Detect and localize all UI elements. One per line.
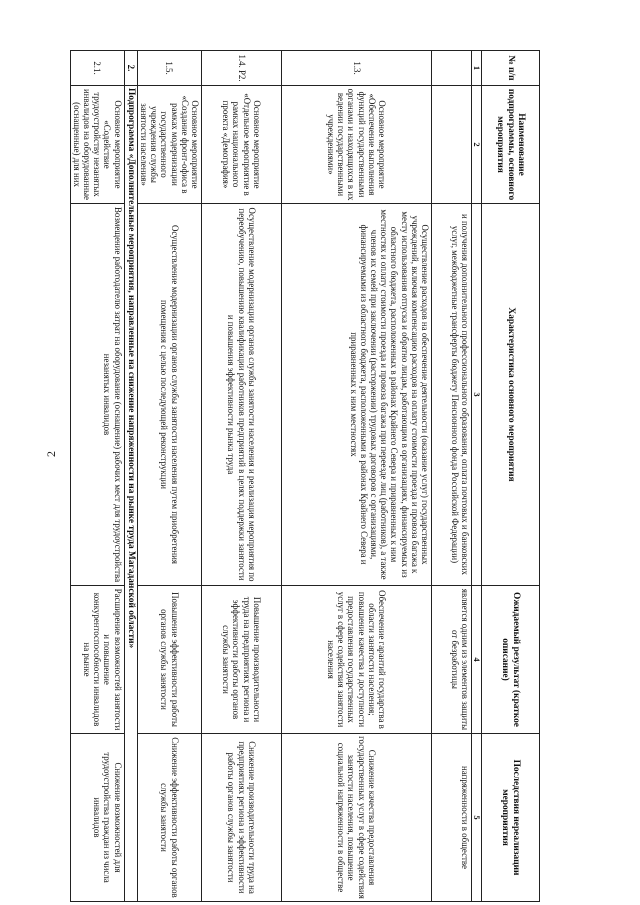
row-result: Повышение эффективности работы органов службы занятости: [137, 586, 201, 734]
row-characteristic: и получения дополнительного профессионального образования, оплата почтовых и банковских услуг, межбюджетные трансферты бюджету Пенсионного фонда Российской Федерации): [432, 204, 472, 586]
row-result: Повышение производительности труда на предприятиях региона и эффективности работы органов службы занятости: [202, 586, 282, 734]
column-number-row: [472, 51, 482, 902]
row-consequences: напряженности в обществе: [432, 734, 472, 902]
row-name: Основное мероприятие «Содействие трудоустройству незанятых инвалидов на оборудованные (оснащенные) для них: [70, 86, 124, 204]
section-row-2: [124, 51, 137, 902]
row-characteristic: Осуществление модернизации органов службы занятости населения путем приобретения помещения с целью последующей реконструкции: [137, 204, 201, 586]
table-row-1-5: [137, 51, 201, 902]
column-number: 4: [472, 586, 482, 734]
row-number: [432, 51, 472, 86]
table-row-1-3: [282, 51, 432, 902]
row-name: [432, 86, 472, 204]
row-name: Основное мероприятие «Отдельное мероприятие в рамках национального проекта «Демография»: [202, 86, 282, 204]
row-characteristic: Возмещение работодателю затрат на оборудование (оснащение) рабочих мест для трудоустройства незанятых инвалидов: [70, 204, 124, 586]
row-number: 1.4. Р2.: [202, 51, 282, 86]
row-number: 2.1.: [70, 51, 124, 86]
table-header-row: [482, 51, 540, 902]
row-name: Основное мероприятие «Обеспечение выполнения функций государственными органами и находящихся в их ведении государственными учреждениями»: [282, 86, 432, 204]
column-number: 1: [472, 51, 482, 86]
measures-table: [70, 50, 540, 902]
header-result: Ожидаемый результат (краткое описание): [482, 586, 540, 734]
section-number: 2.: [124, 51, 137, 86]
table-row-2-1: [70, 51, 124, 902]
row-result: Расширение возможностей занятости и повышение конкурентоспособности инвалидов на рынке: [70, 586, 124, 734]
rotated-table-page: [71, 50, 540, 901]
section-title: Подпрограмма «Дополнительные мероприятия, направленные на снижение напряженности на рынке труда Магаданской области»: [124, 86, 137, 902]
row-result: является одним из элементов защиты от безработицы: [432, 586, 472, 734]
row-characteristic: Осуществление расходов на обеспечение деятельности (оказание услуг) государственных учреждений, включая компенсацию расходов на оплату стоимости проезда и провоза багажа к месту использования отпуска и обратно лицам, работающим в организациях, финансируемых из областного бюджета, расположенных в районах Крайнего Севера и приравненных к ним местностях и оплату стоимости проезда и провоза багажа при переезде лиц (работников), а также членов их семей при заключении (расторжении) трудовых договоров с организациями, финансируемыми из областного бюджета, расположенными в районах Крайнего Севера и приравненных к ним местностях: [282, 204, 432, 586]
column-number: 3: [472, 204, 482, 586]
row-characteristic: Осуществление модернизации органов службы занятости населения и реализация мероприятия по переобучению, повышению квалификации работников предприятий в целях поддержки занятости и повышения эффективности рынка труда: [202, 204, 282, 586]
page-number: 2: [44, 451, 58, 457]
row-consequences: Снижение возможностей для трудоустройства граждан из числа инвалидов: [70, 734, 124, 902]
row-number: 1.5.: [137, 51, 201, 86]
row-result: Обеспечение гарантий государства в области занятости населения; повышение качества и доступности предоставления государственных услуг в сфере содействия занятости населения: [282, 586, 432, 734]
header-num: № п/п: [482, 51, 540, 86]
row-number: 1.3.: [282, 51, 432, 86]
row-consequences: Снижение качества предоставления государственных услуг в сфере содействия занятости населения, повышение социальной напряженности в обществе: [282, 734, 432, 902]
table-row-1-4: [202, 51, 282, 902]
header-characteristic: Характеристика основного мероприятия: [482, 204, 540, 586]
row-consequences: Снижение производительности труда на предприятиях региона и эффективности работы органов службы занятости: [202, 734, 282, 902]
column-number: 5: [472, 734, 482, 902]
header-consequences: Последствия нереализации мероприятия: [482, 734, 540, 902]
row-consequences: Снижение эффективности работы органов службы занятости: [137, 734, 201, 902]
table-row-continued: [432, 51, 472, 902]
header-name: Наименование подпрограммы, основного мероприятия: [482, 86, 540, 204]
column-number: 2: [472, 86, 482, 204]
row-name: Основное мероприятие «Создание фронт-офиса в рамках модернизации государственного учреждения службы занятости населения»: [137, 86, 201, 204]
